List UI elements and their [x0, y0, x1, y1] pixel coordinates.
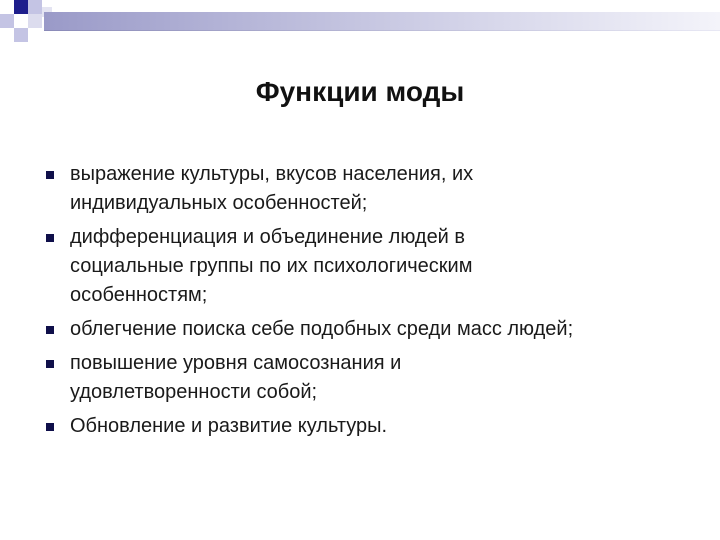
square-bullet-icon — [46, 360, 54, 368]
bullet-text-line: выражение культуры, вкусов населения, их — [70, 163, 474, 185]
bullet-item — [40, 315, 700, 344]
slide-title: Функции моды — [255, 76, 465, 107]
bullet-text-line: дифференциация и объединение людей в — [70, 226, 466, 248]
bullet-text-line: социальные группы по их психологическим — [70, 255, 473, 277]
decorative-square — [14, 28, 28, 42]
decorative-square — [14, 0, 28, 14]
header-divider — [44, 30, 720, 31]
header-gradient-bar — [44, 12, 720, 30]
bullet-text-line: Обновление и развитие культуры. — [70, 415, 388, 437]
bullet-item — [40, 349, 700, 407]
bullet-item — [40, 412, 700, 441]
square-bullet-icon — [46, 234, 54, 242]
decorative-square — [0, 14, 14, 28]
bullet-text-line: облегчение поиска себе подобных среди масс людей; — [70, 318, 574, 340]
decorative-square — [28, 0, 42, 14]
square-bullet-icon — [46, 423, 54, 431]
bullet-text-line: повышение уровня самосознания и — [70, 352, 402, 374]
square-bullet-icon — [46, 171, 54, 179]
bullet-text-line: удовлетворенности собой; — [70, 381, 318, 403]
square-bullet-icon — [46, 326, 54, 334]
bullet-text-line: особенностям; — [70, 284, 208, 306]
bullet-text-line: индивидуальных особенностей; — [70, 192, 368, 214]
bullet-item — [40, 223, 700, 310]
decorative-square — [28, 14, 42, 28]
bullet-item — [40, 160, 700, 218]
bullet-list — [40, 160, 700, 446]
